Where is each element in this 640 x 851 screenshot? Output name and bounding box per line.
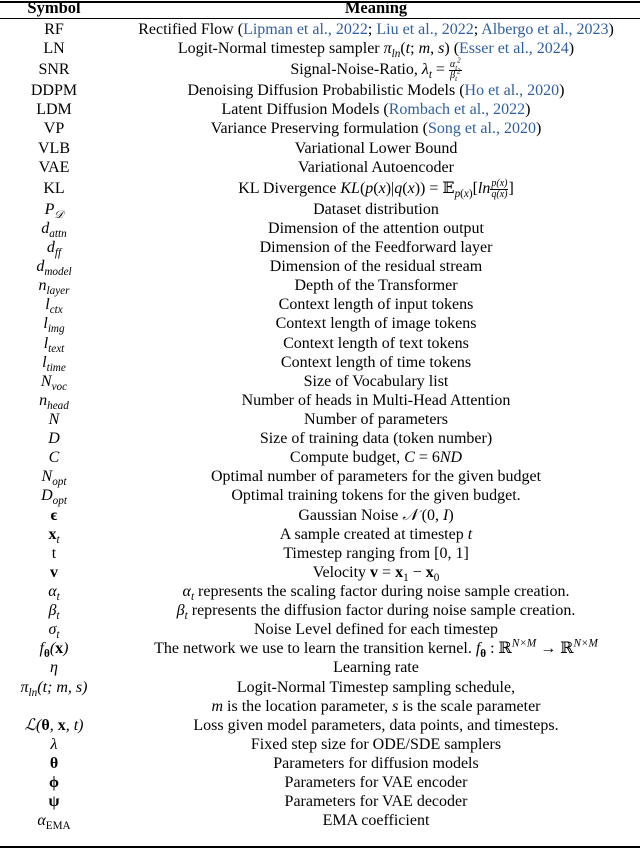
table-row: [0, 276, 640, 298]
symbol-cell: [0, 697, 108, 716]
header-symbol: Symbol: [27, 0, 81, 17]
table-row: [0, 81, 640, 100]
symbol-cell: t: [51, 544, 57, 562]
table-header-rule: [0, 18, 640, 19]
table-row: [0, 773, 640, 792]
header-meaning: Meaning: [344, 0, 408, 17]
table-row: [0, 100, 640, 119]
symbol-cell: $l_{ctx}$: [45, 296, 63, 317]
symbol-cell: $N_{voc}$: [40, 372, 68, 393]
symbol-cell: $l_{text}$: [43, 334, 65, 355]
symbol-cell: $N_{opt}$: [41, 468, 67, 489]
meaning-cell: Context length of input tokens: [278, 296, 474, 314]
meaning-text: Latent Diffusion Models: [221, 101, 380, 119]
meaning-cell: Compute budget, C = 6ND: [289, 449, 463, 467]
table-row: [0, 735, 640, 754]
symbol-cell: ψ: [48, 793, 60, 811]
meaning-cell: Latent Diffusion Models (Rombach et al., 2022): [221, 101, 531, 119]
table-row: [0, 678, 640, 697]
symbol-cell: DDPM: [30, 82, 78, 100]
meaning-cell: EMA coefficient: [322, 812, 430, 830]
symbol-cell: $\alpha_t$: [48, 582, 60, 604]
meaning-cell: Depth of the Transformer: [294, 277, 458, 295]
meaning-cell: Signal-Noise-Ratio, $\lambda_t$ = $\frac{\alpha_t^2}{\beta_t^2}$: [290, 56, 461, 84]
symbol-cell: $d_{model}$: [36, 258, 72, 279]
symbol-cell: $l_{time}$: [42, 353, 66, 374]
symbol-cell: $P_𝒟$: [44, 200, 64, 221]
symbol-cell: D: [48, 430, 60, 448]
symbol-cell: $l_{img}$: [43, 315, 65, 336]
meaning-cell: $\beta_t$ represents the diffusion factor during noise sample creation.: [176, 602, 576, 623]
meaning-text: KL Divergence: [238, 179, 337, 197]
symbol-cell: KL: [43, 179, 65, 197]
meaning-text: The network we use to learn the transition kernel.: [154, 640, 472, 658]
meaning-cell: Context length of time tokens: [280, 353, 472, 371]
symbol-cell: ϕ: [49, 774, 59, 792]
table-row: [0, 200, 640, 219]
symbol-cell: $x_t$: [48, 525, 60, 546]
meaning-cell: Logit-Normal timestep sampler $\pi_{ln}(t$; m, s) (Esser et al., 2024): [177, 40, 575, 61]
table-row: [0, 219, 640, 241]
table-row: [0, 158, 640, 177]
table-row: [0, 582, 640, 604]
meaning-cell: Optimal number of parameters for the given budget: [210, 468, 542, 486]
meaning-cell: Fixed step size for ODE/SDE samplers: [250, 735, 502, 753]
table-row: [0, 257, 640, 279]
symbol-cell: LN: [43, 40, 65, 58]
meaning-text: Compute budget,: [289, 449, 401, 467]
meaning-text: is the location parameter,: [227, 697, 389, 715]
table-row: [0, 334, 640, 353]
meaning-cell: Parameters for diffusion models: [273, 754, 479, 772]
symbol-cell: $\beta_t$: [48, 602, 60, 623]
symbol-cell: VP: [43, 120, 65, 138]
meaning-cell: Dataset distribution: [313, 200, 439, 218]
table-row: [0, 372, 640, 391]
symbol-cell: $d_{ff}$: [46, 238, 62, 260]
table-row: [0, 295, 640, 317]
symbol-cell: ϵ: [50, 506, 58, 524]
table-row: [0, 563, 640, 585]
symbol-cell: SNR: [38, 61, 70, 79]
symbol-cell: η: [50, 659, 58, 677]
meaning-cell: m is the location parameter, s is the scale parameter: [211, 697, 541, 715]
table-row: [0, 56, 640, 84]
meaning-cell: Timestep ranging from [0, 1]: [283, 544, 469, 562]
citation-link[interactable]: Albergo et al., 2023: [481, 21, 609, 38]
meaning-cell: Context length of text tokens: [283, 334, 469, 352]
meaning-cell: Size of Vocabulary list: [303, 372, 449, 390]
table-row: [0, 697, 640, 716]
symbol-cell: VAE: [38, 158, 70, 176]
symbol-cell: $\pi_{ln}(t$; m, s): [20, 678, 88, 699]
symbol-cell: C: [48, 449, 60, 467]
meaning-cell: A sample created at timestep t: [279, 525, 473, 543]
meaning-cell: Velocity $v = x_1 - x_0$: [312, 563, 440, 585]
symbol-cell: v: [50, 563, 58, 581]
meaning-cell: Parameters for VAE encoder: [284, 774, 468, 792]
table-row: [0, 658, 640, 677]
symbol-cell: $f_\theta(x)$: [39, 640, 69, 661]
meaning-text: Gaussian Noise: [298, 506, 399, 524]
meaning-cell: $\alpha_t$ represents the scaling factor during noise sample creation.: [182, 582, 570, 604]
table-row: [0, 238, 640, 260]
meaning-cell: Number of parameters: [304, 410, 448, 428]
table-row: [0, 139, 640, 158]
symbol-cell: $D_{opt}$: [41, 487, 67, 508]
meaning-cell: Variational Autoencoder: [298, 158, 454, 176]
table-row: [0, 601, 640, 623]
symbol-cell: $n_{head}$: [39, 391, 69, 413]
symbol-cell: LDM: [36, 101, 72, 119]
meaning-text: Rectified Flow: [138, 21, 234, 38]
citation-link[interactable]: Song et al., 2020: [427, 120, 536, 138]
meaning-cell: Dimension of the Feedforward layer: [259, 238, 493, 256]
meaning-cell: Dimension of the attention output: [268, 219, 484, 237]
citation-link[interactable]: Liu et al., 2022: [376, 21, 474, 38]
table-row: [0, 811, 640, 833]
meaning-text: represents the scaling factor during noise sample creation.: [198, 582, 570, 600]
meaning-cell: Number of heads in Multi-Head Attention: [241, 391, 511, 409]
symbol-cell: $\sigma_t$: [48, 621, 60, 642]
table-row: [0, 448, 640, 467]
table-row: [0, 429, 640, 448]
symbol-cell: RF: [44, 21, 64, 38]
symbol-cell: N: [48, 410, 60, 428]
meaning-cell: Parameters for VAE decoder: [284, 793, 468, 811]
meaning-cell: Denoising Diffusion Probabilistic Models (Ho et al., 2020): [187, 82, 565, 100]
table-row: [0, 39, 640, 61]
table-row: [0, 353, 640, 372]
symbol-cell: VLB: [38, 139, 70, 157]
table-row: [0, 391, 640, 413]
meaning-text: represents the diffusion factor during noise sample creation.: [191, 602, 576, 620]
table-row: [0, 792, 640, 811]
table-row: [0, 716, 640, 735]
table-row: [0, 486, 640, 508]
meaning-cell: Learning rate: [333, 659, 419, 677]
table-row: [0, 637, 640, 661]
table-row: [0, 544, 640, 563]
symbol-cell: ℒ(θ, x, t): [24, 716, 84, 734]
kl-fraction: $\frac{p(x)}{q(x)}$: [491, 177, 508, 200]
meaning-text: Velocity: [312, 563, 367, 581]
meaning-text: Signal-Noise-Ratio,: [290, 61, 418, 79]
meaning-cell: Logit-Normal Timestep sampling schedule,: [236, 678, 516, 696]
citation-link[interactable]: Rombach et al., 2022: [388, 101, 526, 119]
meaning-cell: Noise Level defined for each timestep: [254, 621, 498, 639]
citation-link[interactable]: Esser et al., 2024: [459, 40, 569, 58]
meaning-text: Denoising Diffusion Probabilistic Models: [187, 82, 456, 100]
symbol-cell: $d_{attn}$: [41, 219, 67, 241]
meaning-text: A sample created at timestep: [279, 525, 464, 543]
symbol-cell: $n_{layer}$: [38, 277, 70, 298]
meaning-cell: Variational Lower Bound: [294, 139, 458, 157]
table-row: [0, 119, 640, 138]
table-bottom-rule: [0, 846, 640, 848]
meaning-cell: KL Divergence KL(p(x)|q(x)) = 𝔼$_{p(x)}$[ln $\frac{p(x)}{q(x)}$ ]: [238, 177, 514, 200]
table-row: [0, 620, 640, 642]
meaning-cell: Rectified Flow (Lipman et al., 2022; Liu et al., 2022; Albergo et al., 2023): [138, 21, 614, 38]
meaning-cell: Gaussian Noise 𝒩 (0, I): [298, 506, 454, 524]
table-row: [0, 314, 640, 336]
citation-link[interactable]: Ho et al., 2020: [464, 82, 560, 100]
snr-fraction: $\frac{\alpha_t^2}{\beta_t^2}$: [449, 56, 461, 84]
meaning-cell: The network we use to learn the transition kernel. $f_\theta$ : ℝ$^{N\times M}$ → ℝ$^{N\times M}$: [154, 637, 598, 661]
table-row: [0, 20, 640, 39]
meaning-text: Variance Preserving formulation: [210, 120, 419, 138]
meaning-cell: Context length of image tokens: [275, 315, 477, 333]
meaning-cell: Dimension of the residual stream: [269, 258, 483, 276]
table-row: [0, 525, 640, 544]
meaning-cell: Size of training data (token number): [259, 430, 493, 448]
table-row: [0, 467, 640, 489]
table-row: [0, 177, 640, 200]
symbol-cell: λ: [50, 735, 58, 753]
meaning-text: is the scale parameter: [402, 697, 541, 715]
meaning-text: Logit-Normal timestep sampler: [177, 40, 380, 58]
table-row: [0, 754, 640, 773]
symbol-cell: $\alpha_{EMA}$: [37, 812, 71, 833]
meaning-cell: Loss given model parameters, data points, and timesteps.: [193, 716, 559, 734]
symbol-cell: θ: [49, 754, 59, 772]
meaning-cell: Optimal training tokens for the given budget.: [231, 487, 521, 505]
notation-table: [0, 20, 640, 833]
meaning-cell: Variance Preserving formulation (Song et al., 2020): [210, 120, 542, 138]
citation-link[interactable]: Lipman et al., 2022: [243, 21, 368, 38]
table-row: [0, 410, 640, 429]
table-row: [0, 506, 640, 525]
